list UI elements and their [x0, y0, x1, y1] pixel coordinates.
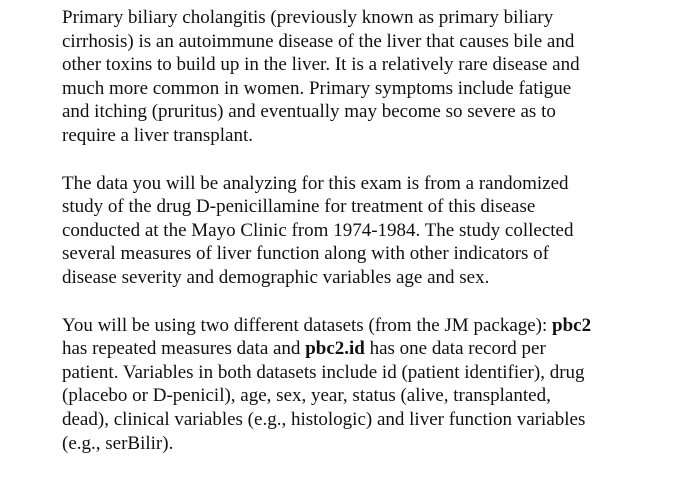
text-line: conducted at the Mayo Clinic from 1974-1984. The study collected: [62, 219, 574, 241]
text-segment: You will be using two different datasets (from the JM package):: [62, 314, 553, 336]
text-line: study of the drug D-penicillamine for treatment of this disease: [62, 196, 536, 218]
text-line: other toxins to build up in the liver. It is a relatively rare disease and: [62, 54, 580, 76]
text-line: require a liver transplant.: [62, 124, 253, 146]
text-line: [62, 314, 682, 338]
dataset-name-pbc2-id: pbc2.id: [305, 338, 365, 360]
text-line: and itching (pruritus) and eventually may become so severe as to: [62, 101, 556, 123]
dataset-name-pbc2: pbc2: [552, 314, 592, 336]
text-line: Primary biliary cholangitis (previously known as primary biliary: [62, 7, 554, 28]
text-line: cirrhosis) is an autoimmune disease of the liver that causes bile and: [62, 30, 575, 52]
paragraph-datasets: [62, 314, 682, 456]
text-line: disease severity and demographic variables age and sex.: [62, 266, 490, 288]
text-line: (placebo or D-penicil), age, sex, year, status (alive, transplanted,: [62, 385, 551, 407]
text-line: several measures of liver function along with other indicators of: [62, 243, 549, 265]
text-line: [62, 337, 682, 361]
paragraph-study: [62, 172, 682, 290]
text-line: The data you will be analyzing for this exam is from a randomized: [62, 172, 569, 194]
text-line: patient. Variables in both datasets include id (patient identifier), drug: [62, 361, 585, 383]
text-line: dead), clinical variables (e.g., histologic) and liver function variables: [62, 408, 586, 430]
document-body: [62, 6, 682, 455]
text-line: much more common in women. Primary symptoms include fatigue: [62, 77, 572, 99]
text-segment: has one data record per: [364, 338, 546, 360]
text-segment: has repeated measures data and: [62, 338, 306, 360]
text-line: (e.g., serBilir).: [62, 432, 174, 454]
paragraph-intro: [62, 6, 682, 148]
